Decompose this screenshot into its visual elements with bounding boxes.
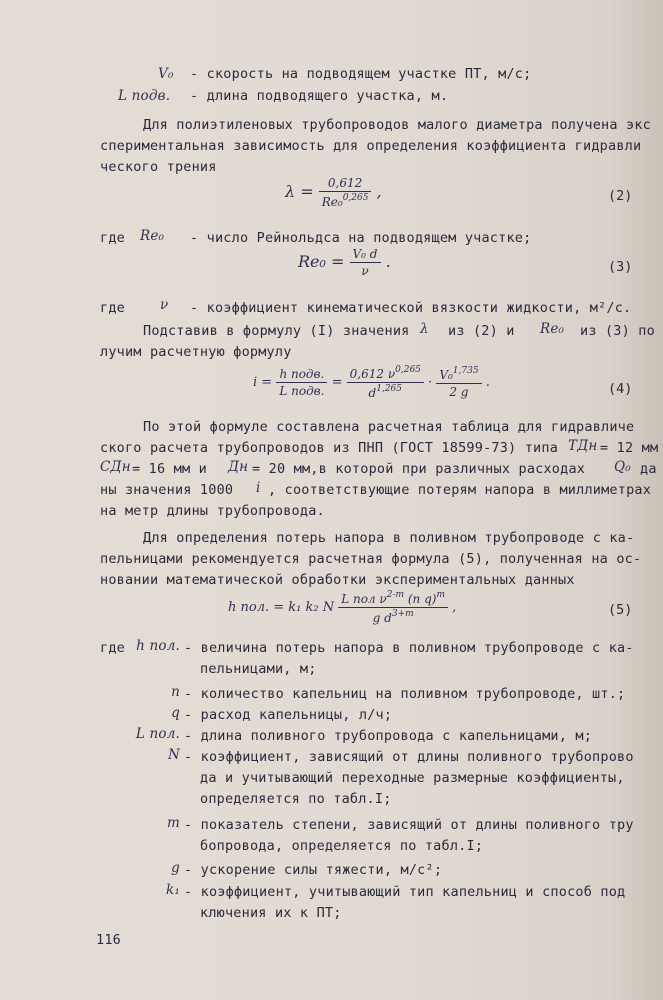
where-2-label: где xyxy=(100,300,125,316)
equation-4: i = $\frac{\text{h подв.}}{\text{L подв.}}$ = $\frac{0,612 \nu^{0,265}}{d^{1,265}}$ · $\frac{V_0^{1,735}}{2 g}$ . xyxy=(253,365,490,400)
definition-q: - расход капельницы, л/ч; xyxy=(184,707,393,723)
eq5-denominator-exp: 3+m xyxy=(391,609,414,619)
paragraph-1-line-1: Для полиэтиленовых трубопроводов малого диаметра получена экс xyxy=(143,117,651,133)
paragraph-2-symbol-lambda: λ xyxy=(420,321,429,337)
eq4-lhs: i = xyxy=(253,375,273,390)
definition-k1-2: ключения их к ПТ; xyxy=(200,905,342,921)
symbol-tdn: ТДн xyxy=(568,438,598,454)
symbol-l-podv: L подв. xyxy=(118,88,171,104)
eq4-equals: = xyxy=(331,375,343,390)
symbol-sdn: СДн xyxy=(100,459,131,475)
definition-m-2: бопровода, определяется по табл.I; xyxy=(200,838,484,854)
eq4-denominator-2-exp: 1,265 xyxy=(376,384,402,394)
definition-re0: - число Рейнольдса на подводящем участке; xyxy=(190,230,532,246)
eq5-numerator-a-exp: 2-m xyxy=(386,590,405,600)
paragraph-3-line-2b: = 12 мм xyxy=(600,440,659,456)
eq5-numerator-b: (n q) xyxy=(407,592,437,606)
paragraph-4-line-2: пельницами рекомендуется расчетная формула (5), полученная на ос- xyxy=(100,551,642,567)
where-1-label: где xyxy=(100,230,125,246)
paragraph-3-line-3a: = 16 мм и xyxy=(132,461,207,477)
where-3-label: где xyxy=(100,640,125,656)
paragraph-3-line-5: на метр длины трубопровода. xyxy=(100,503,325,519)
eq3-denominator: ν xyxy=(361,264,369,278)
definition-m-1: - показатель степени, зависящий от длины поливного тру xyxy=(184,817,634,833)
eq4-numerator-2: 0,612 ν xyxy=(349,367,396,381)
paragraph-3-line-3b: = 20 мм,в которой при различных расходах xyxy=(252,461,586,477)
equation-2-number: (2) xyxy=(608,188,633,204)
symbol-k1: k₁ xyxy=(166,882,180,898)
eq4-numerator-2-exp: 0,265 xyxy=(395,365,421,375)
symbol-dn: Дн xyxy=(228,459,249,475)
symbol-m: m xyxy=(166,815,180,831)
paragraph-1-line-2: спериментальная зависимость для определения коэффициента гидравли xyxy=(100,138,642,154)
paragraph-3-line-3c: да xyxy=(640,461,657,477)
symbol-N: N xyxy=(167,747,180,763)
eq5-comma: , xyxy=(452,600,457,615)
definition-N-1: - коэффициент, зависящий от длины поливного трубопрово xyxy=(184,749,634,765)
eq4-numerator-3-exp: 1,735 xyxy=(452,366,479,376)
eq3-numerator: V₀ d xyxy=(350,247,381,263)
definition-l-podv: - длина подводящего участка, м. xyxy=(190,88,449,104)
paragraph-4-line-3: новании математической обработки экспериментальных данных xyxy=(100,572,575,588)
paragraph-2-line-1b: из (2) и xyxy=(448,323,515,339)
definition-v0: - скорость на подводящем участке ПТ, м/с; xyxy=(190,66,532,82)
definition-g: - ускорение силы тяжести, м/с²; xyxy=(184,862,443,878)
symbol-q0: Q₀ xyxy=(614,459,631,475)
paragraph-2-line-1a: Подставив в формулу (I) значения xyxy=(143,323,410,339)
symbol-nu: ν xyxy=(160,297,169,313)
paragraph-3-line-4a: ны значения 1000 xyxy=(100,482,234,498)
definition-N-2: да и учитывающий переходные размерные коэффициенты, xyxy=(200,770,625,786)
symbol-i: i xyxy=(256,480,261,496)
equation-2: λ = $\frac{0,612}{Re_0^{0,265}}$ , xyxy=(285,176,382,209)
paragraph-3-line-4b: , соответствующие потерям напора в миллиметрах xyxy=(268,482,652,498)
eq5-denominator: g d xyxy=(372,611,392,625)
definition-nu: - коэффициент кинематической вязкости жидкости, м²/с. xyxy=(190,300,632,316)
eq4-denominator-3: 2 g xyxy=(449,385,469,399)
paragraph-2-symbol-re: Re₀ xyxy=(540,321,565,337)
symbol-v0: V₀ xyxy=(158,66,174,82)
definition-h-pol-2: пельницами, м; xyxy=(200,661,317,677)
paragraph-1-line-3: ческого трения xyxy=(100,159,217,175)
definition-h-pol-1: - величина потерь напора в поливном трубопроводе с ка- xyxy=(184,640,634,656)
page-number: 116 xyxy=(96,932,121,948)
eq2-numerator: 0,612 xyxy=(319,176,372,192)
symbol-q: q xyxy=(171,705,180,721)
eq2-exponent: 0,265 xyxy=(342,193,369,203)
eq4-denominator-2: d xyxy=(368,386,377,400)
symbol-re0: Re₀ xyxy=(140,228,165,244)
eq2-denominator: Re₀ xyxy=(321,195,343,209)
eq3-lhs: Re₀ = xyxy=(298,252,345,271)
equation-4-number: (4) xyxy=(608,381,633,397)
equation-5-number: (5) xyxy=(608,602,633,618)
eq4-numerator-3: V₀ xyxy=(439,368,453,382)
definition-N-3: определяется по табл.I; xyxy=(200,791,392,807)
paragraph-3-line-1: По этой формуле составлена расчетная таблица для гидравличе xyxy=(143,419,635,435)
symbol-l-pol: L пол. xyxy=(135,726,180,742)
definition-n: - количество капельниц на поливном трубопроводе, шт.; xyxy=(184,686,626,702)
definition-l-pol: - длина поливного трубопровода с капельницами, м; xyxy=(184,728,593,744)
paragraph-2-line-2: лучим расчетную формулу xyxy=(100,344,292,360)
symbol-h-pol: h пол. xyxy=(136,638,180,654)
eq5-lhs: h пол. = k₁ k₂ N xyxy=(228,600,335,615)
equation-3: Re₀ = $\frac{\text{V₀ d}}{\nu}$ . xyxy=(298,247,391,278)
symbol-g: g xyxy=(171,860,180,876)
paragraph-4-line-1: Для определения потерь напора в поливном трубопроводе с ка- xyxy=(143,530,635,546)
equation-3-number: (3) xyxy=(608,259,633,275)
paragraph-2-line-1c: из (3) по xyxy=(580,323,655,339)
eq4-denominator-1: L подв. xyxy=(279,384,325,398)
eq4-dot: · xyxy=(428,375,433,390)
eq5-numerator-a: L пол ν xyxy=(341,592,387,606)
eq2-lhs: λ = xyxy=(285,182,314,201)
eq5-numerator-b-exp: m xyxy=(436,590,446,600)
equation-5 xyxy=(228,590,456,625)
symbol-n: n xyxy=(171,684,180,700)
definition-k1-1: - коэффициент, учитывающий тип капельниц и способ под xyxy=(184,884,626,900)
paragraph-3-line-2a: ского расчета трубопроводов из ПНП (ГОСТ 18599-73) типа xyxy=(100,440,559,456)
eq4-numerator-1: h подв. xyxy=(276,367,327,383)
